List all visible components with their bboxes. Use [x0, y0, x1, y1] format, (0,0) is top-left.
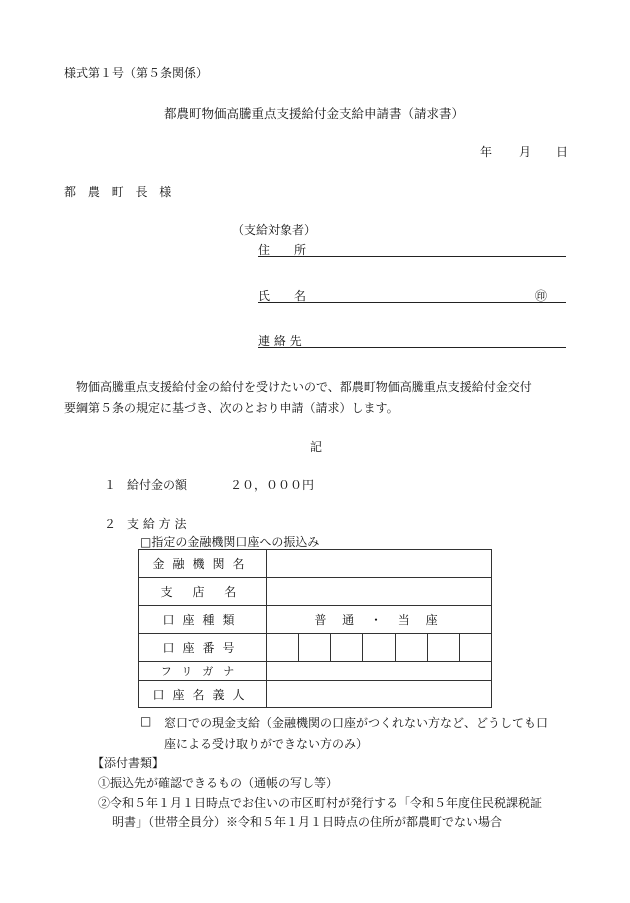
address-label: 住 所 — [258, 243, 307, 257]
contact-field-line[interactable] — [258, 347, 566, 348]
bank-row-account-type — [139, 606, 492, 634]
item1-amount: ２０，０００円 — [230, 478, 315, 492]
attachment-item-1: ①振込先が確認できるもの（通帳の写し等） — [98, 776, 339, 790]
item2-label: 支 給 方 法 — [127, 517, 187, 531]
applicant-heading: （支給対象者） — [232, 223, 317, 237]
institution-label: 金融機関名 — [139, 550, 267, 578]
option-cash-line-2: 座による受け取りができない方のみ） — [164, 737, 369, 751]
document-title: 都農町物価高騰重点支援給付金支給申請書（請求書） — [164, 106, 465, 121]
date-month: 月 — [519, 145, 532, 159]
holder-input[interactable] — [267, 681, 492, 708]
contact-label: 連 絡 先 — [258, 334, 302, 348]
option-cash-line-1: 窓口での現金支給（金融機関の口座がつくれない方など、どうしても口 — [164, 716, 549, 730]
addressee: 都 農 町 長 様 — [64, 185, 176, 199]
item2-number: ２ — [104, 517, 117, 531]
address-field-line[interactable] — [258, 256, 566, 257]
body-text-line-1: 物価高騰重点支援給付金の給付を受けたいので、都農町物価高騰重点支援給付金交付 — [76, 380, 532, 394]
bank-table — [138, 549, 492, 708]
bank-row-holder — [139, 681, 492, 708]
bank-row-branch — [139, 578, 492, 606]
account-digit-cell[interactable] — [267, 634, 299, 661]
holder-label: 口座名義人 — [139, 681, 267, 708]
ki-heading: 記 — [310, 440, 323, 454]
form-number: 様式第１号（第５条関係） — [64, 66, 209, 80]
furigana-label: フリガナ — [139, 662, 267, 681]
bank-row-account-number — [139, 634, 492, 662]
account-digit-cell[interactable] — [460, 634, 491, 661]
attachment-item-2-line-1: ②令和５年１月１日時点でお住いの市区町村が発行する「令和５年度住民税課税証 — [98, 796, 543, 810]
item1-number: １ — [104, 478, 117, 492]
account-digit-cell[interactable] — [428, 634, 460, 661]
bank-row-furigana — [139, 662, 492, 681]
branch-input[interactable] — [267, 578, 492, 606]
body-text-line-2: 要綱第５条の規定に基づき、次のとおり申請（請求）します。 — [64, 401, 399, 415]
option-cash-checkbox[interactable]: □ — [140, 714, 152, 728]
attachment-item-2-line-2: 明書」（世帯全員分）※令和５年１月１日時点の住所が都農町でない場合 — [112, 815, 503, 829]
seal-mark: ㊞ — [535, 289, 548, 303]
bank-row-institution — [139, 550, 492, 578]
furigana-input[interactable] — [267, 662, 492, 681]
account-digit-cell[interactable] — [363, 634, 395, 661]
date-year: 年 — [480, 145, 493, 159]
account-number-label: 口座番号 — [139, 634, 267, 662]
account-digit-cell[interactable] — [331, 634, 363, 661]
attachments-heading: 【添付書類】 — [92, 756, 165, 770]
account-digit-cell[interactable] — [299, 634, 331, 661]
item1-label: 給付金の額 — [127, 478, 188, 492]
name-field-line[interactable] — [258, 302, 566, 303]
account-digit-cell[interactable] — [396, 634, 428, 661]
account-type-label: 口座種類 — [139, 606, 267, 634]
branch-label: 支 店 名 — [139, 578, 267, 606]
name-label: 氏 名 — [258, 289, 307, 303]
institution-input[interactable] — [267, 550, 492, 578]
date-day: 日 — [556, 145, 569, 159]
option-transfer[interactable]: □指定の金融機関口座への振込み — [140, 535, 320, 549]
account-type-options[interactable]: 普 通 ・ 当 座 — [267, 606, 492, 634]
account-number-input[interactable] — [267, 634, 492, 662]
